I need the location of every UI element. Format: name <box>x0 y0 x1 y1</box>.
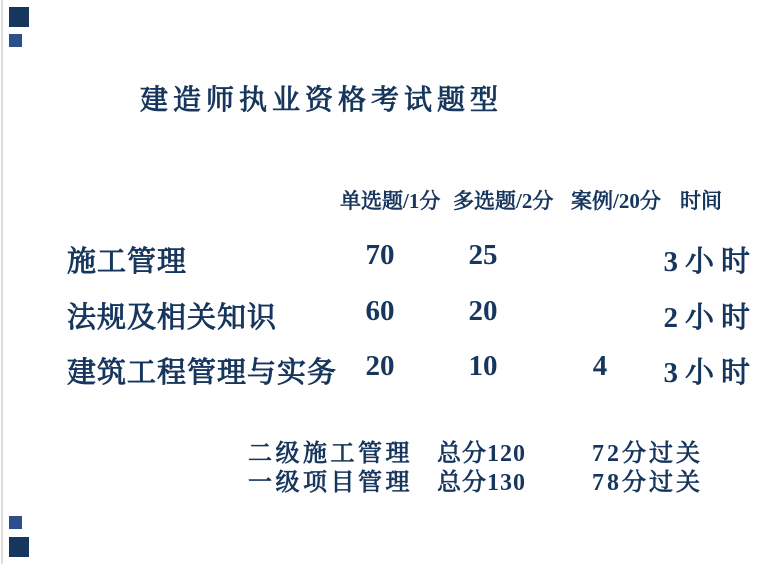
summary-total-score: 总分130 <box>437 470 526 496</box>
row-case-value: 4 <box>592 350 608 382</box>
corner-square-icon <box>9 7 29 27</box>
column-header-single-choice: 单选题/1分 <box>340 189 441 213</box>
column-header-case-study: 案例/20分 <box>571 189 661 213</box>
row-subject-label: 法规及相关知识 <box>67 302 278 334</box>
left-edge-line <box>1 0 3 564</box>
row-multi-choice-value: 25 <box>468 239 498 271</box>
summary-total-score: 总分120 <box>437 441 526 467</box>
row-single-choice-value: 60 <box>365 295 395 327</box>
row-subject-label: 施工管理 <box>67 246 188 278</box>
row-multi-choice-value: 10 <box>468 350 498 382</box>
row-time-value: 2小时 <box>663 302 757 334</box>
corner-square-icon <box>9 537 29 557</box>
summary-level-label: 二级施工管理 <box>248 441 413 467</box>
row-single-choice-value: 70 <box>365 239 395 271</box>
row-single-choice-value: 20 <box>365 350 395 382</box>
summary-level-label: 一级项目管理 <box>248 470 413 496</box>
row-time-value: 3小时 <box>663 246 757 278</box>
corner-square-icon <box>9 34 22 47</box>
column-header-time: 时间 <box>680 189 722 213</box>
column-header-multi-choice: 多选题/2分 <box>453 189 554 213</box>
row-subject-label: 建筑工程管理与实务 <box>67 357 338 389</box>
summary-pass-score: 78分过关 <box>592 470 703 496</box>
row-time-value: 3小时 <box>663 357 757 389</box>
page-title: 建造师执业资格考试题型 <box>140 85 504 116</box>
corner-square-icon <box>9 516 22 529</box>
summary-pass-score: 72分过关 <box>592 441 703 467</box>
row-multi-choice-value: 20 <box>468 295 498 327</box>
